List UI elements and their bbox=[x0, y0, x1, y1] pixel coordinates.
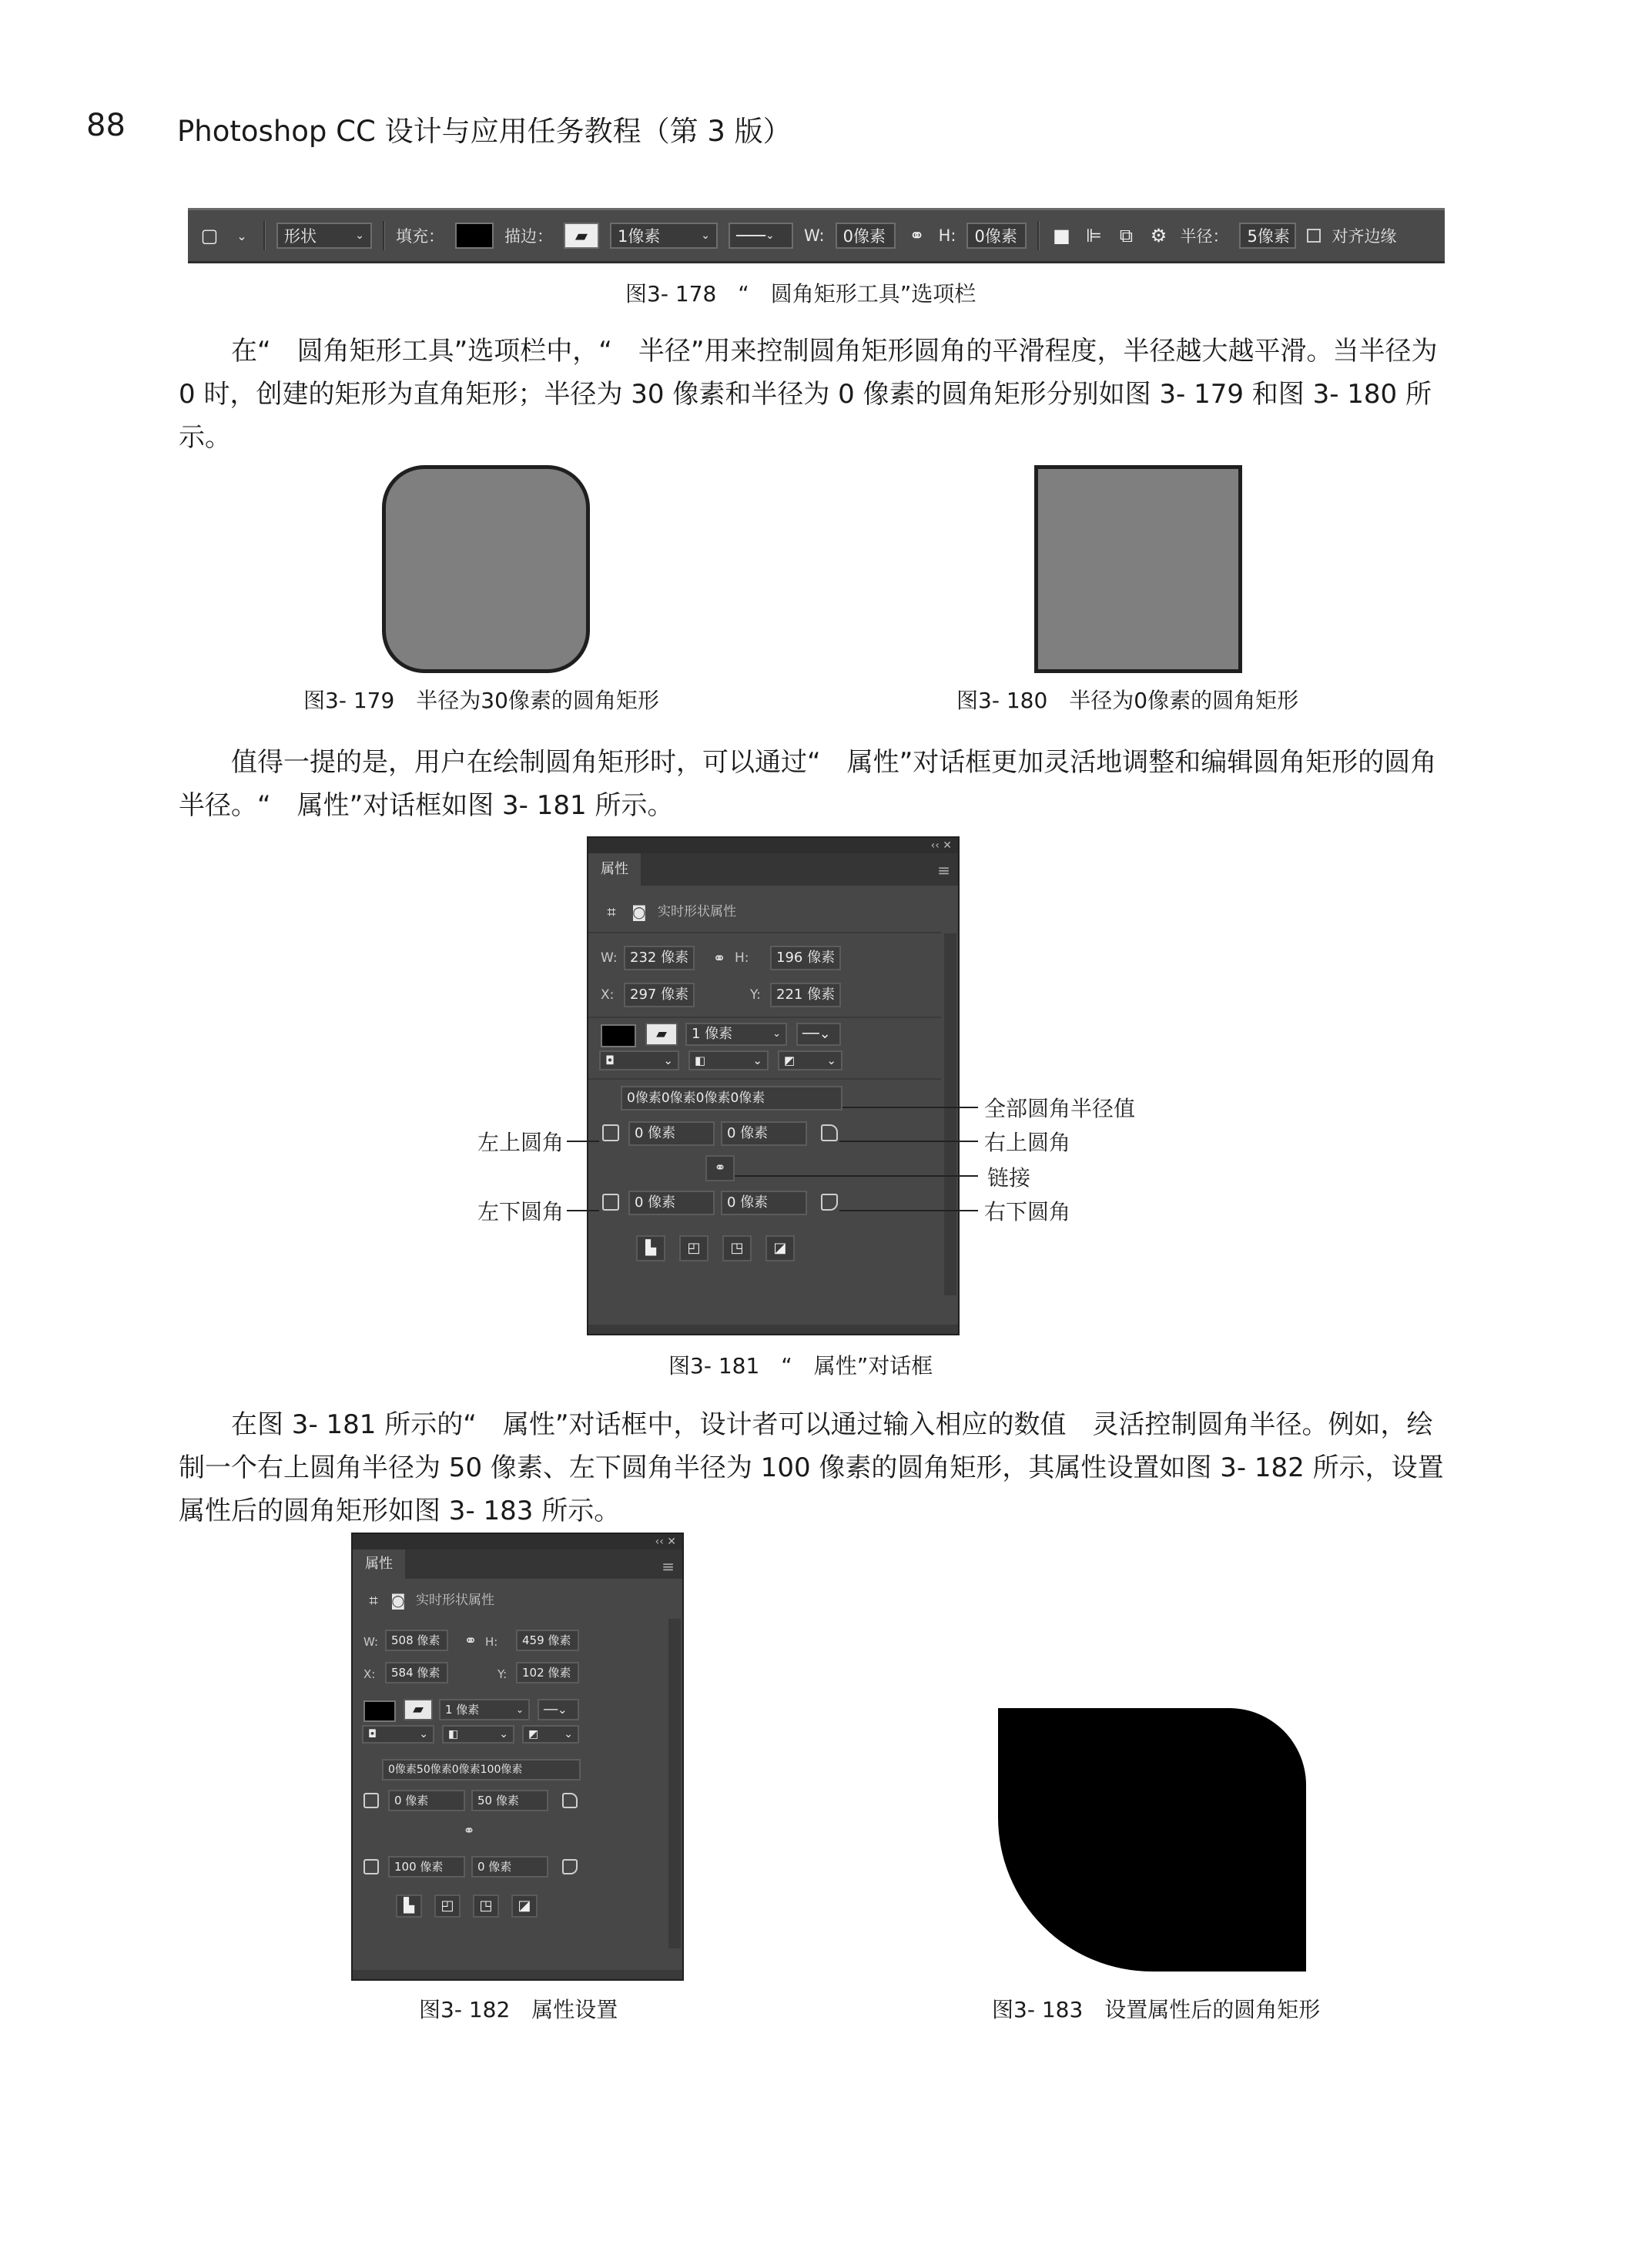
h-label: H: bbox=[938, 226, 956, 245]
align-edges-label: 对齐边缘 bbox=[1332, 227, 1397, 246]
bottom-left-corner-icon bbox=[363, 1859, 379, 1874]
radius-field[interactable]: 5像素 bbox=[1239, 223, 1296, 249]
all-corners-field[interactable]: 0像素0像素0像素0像素 bbox=[621, 1086, 842, 1111]
shape-mode-value: 形状 bbox=[284, 227, 317, 246]
bottom-right-corner-icon bbox=[821, 1194, 838, 1211]
mask-icon[interactable]: ◙ bbox=[631, 903, 647, 921]
properties-panel bbox=[587, 836, 960, 1335]
stroke-width-value: 1 像素 bbox=[692, 1026, 733, 1042]
link-corners-button[interactable]: ⚭ bbox=[705, 1155, 735, 1181]
paragraph-1-text: 在“ 圆角矩形工具”选项栏中，“ 半径”用来控制圆角矩形圆角的平滑程度，半径越大越平滑。当半径为 0 时，创建的矩形为直角矩形；半径为 30 像素和半径为 0 像素的圆角矩形分别如图 3- 179 和图 3- 180 所示。 bbox=[179, 336, 1438, 453]
x-field[interactable]: 297 像素 bbox=[624, 983, 695, 1007]
divider bbox=[383, 221, 385, 250]
rounded-rect-radius-0 bbox=[1034, 465, 1242, 673]
intersect-shapes-button[interactable]: ◳ bbox=[722, 1235, 752, 1261]
bottom-right-corner-icon bbox=[562, 1859, 578, 1874]
link-icon[interactable]: ⚭ bbox=[909, 225, 925, 246]
y-field[interactable]: 102 像素 bbox=[516, 1662, 579, 1683]
top-right-radius-field[interactable]: 50 像素 bbox=[471, 1790, 548, 1811]
panel-title-bar: ‹‹ ✕ bbox=[588, 838, 958, 853]
align-edges-checkbox[interactable] bbox=[1307, 229, 1321, 243]
chevron-down-icon[interactable]: ⌄ bbox=[236, 228, 247, 243]
stroke-width-value: 1像素 bbox=[618, 227, 661, 246]
stroke-width-value: 1 像素 bbox=[445, 1703, 480, 1717]
stroke-align-select[interactable]: ◘ ⌄ bbox=[362, 1725, 434, 1744]
y-field[interactable]: 221 像素 bbox=[770, 983, 841, 1007]
bottom-right-radius-field[interactable]: 0 像素 bbox=[471, 1856, 548, 1878]
width-field[interactable]: 508 像素 bbox=[385, 1630, 448, 1651]
callout-line-br bbox=[839, 1210, 978, 1211]
x-label: X: bbox=[601, 987, 615, 1003]
stroke-type-select[interactable]: ─── ⌄ bbox=[729, 223, 793, 249]
stroke-swatch[interactable]: ▰ bbox=[564, 223, 599, 249]
scrollbar[interactable] bbox=[944, 933, 956, 1295]
w-label: W: bbox=[601, 950, 618, 966]
callout-bottom-right: 右下圆角 bbox=[984, 1201, 1071, 1224]
bottom-right-radius-field[interactable]: 0 像素 bbox=[721, 1191, 807, 1215]
panel-menu-icon[interactable]: ≡ bbox=[662, 1557, 675, 1576]
w-label: W: bbox=[804, 226, 825, 245]
fill-swatch[interactable] bbox=[455, 223, 494, 249]
result-rounded-rect bbox=[998, 1708, 1306, 1972]
rounded-rect-tool-icon[interactable]: ▢ bbox=[200, 225, 219, 246]
running-title: Photoshop CC 设计与应用任务教程（第 3 版） bbox=[177, 115, 792, 148]
subtract-shape-button[interactable]: ◰ bbox=[434, 1894, 461, 1918]
callout-line-all bbox=[842, 1107, 978, 1108]
subtract-shape-button[interactable]: ◰ bbox=[679, 1235, 708, 1261]
w-label: W: bbox=[363, 1635, 379, 1649]
panel-menu-icon[interactable]: ≡ bbox=[937, 861, 950, 879]
callout-line-tl bbox=[567, 1141, 599, 1142]
caption-fig-179: 图3- 179 半径为30像素的圆角矩形 bbox=[303, 688, 659, 713]
caption-fig-181: 图3- 181 “ 属性”对话框 bbox=[668, 1353, 933, 1379]
fill-swatch[interactable] bbox=[363, 1700, 396, 1722]
stroke-width-field[interactable]: 1像素 ⌄ bbox=[610, 223, 718, 249]
divider bbox=[588, 932, 941, 933]
properties-panel-settings bbox=[351, 1533, 684, 1981]
stroke-label: 描边： bbox=[504, 227, 553, 246]
callout-line-bl bbox=[567, 1210, 599, 1211]
bottom-left-radius-field[interactable]: 100 像素 bbox=[388, 1856, 465, 1878]
top-left-corner-icon bbox=[363, 1793, 379, 1808]
path-operations-icon[interactable]: ■ bbox=[1053, 225, 1070, 246]
stroke-type-select[interactable]: ──⌄ bbox=[796, 1023, 841, 1046]
combine-shapes-button[interactable]: ▙ bbox=[396, 1894, 422, 1918]
fill-label: 填充： bbox=[396, 227, 444, 246]
top-right-corner-icon bbox=[821, 1124, 838, 1141]
callout-bottom-left: 左下圆角 bbox=[477, 1201, 564, 1224]
panel-title-bar: ‹‹ ✕ bbox=[353, 1534, 682, 1549]
divider bbox=[588, 1017, 941, 1018]
height-field[interactable]: 459 像素 bbox=[516, 1630, 579, 1651]
stroke-cap-select[interactable]: ◧ ⌄ bbox=[688, 1050, 769, 1070]
mask-icon[interactable]: ◙ bbox=[390, 1591, 406, 1610]
link-icon[interactable]: ⚭ bbox=[464, 1631, 477, 1650]
stroke-width-field[interactable]: 1 像素 ⌄ bbox=[439, 1699, 530, 1720]
width-field[interactable]: 232 像素 bbox=[624, 946, 695, 970]
path-arrangement-icon[interactable]: ⧉ bbox=[1119, 225, 1134, 246]
paragraph-1 bbox=[179, 330, 1449, 459]
stroke-swatch[interactable]: ▰ bbox=[404, 1699, 433, 1720]
top-left-radius-field[interactable]: 0 像素 bbox=[388, 1790, 465, 1811]
height-field[interactable]: 0像素 bbox=[966, 223, 1027, 249]
paragraph-2 bbox=[179, 741, 1449, 827]
callout-line-link bbox=[735, 1175, 978, 1177]
rounded-rect-radius-30 bbox=[382, 465, 590, 673]
height-field[interactable]: 196 像素 bbox=[770, 946, 841, 970]
divider bbox=[1037, 221, 1040, 250]
rounded-rect-options-bar bbox=[188, 208, 1445, 263]
link-corners-icon[interactable]: ⚭ bbox=[463, 1823, 475, 1839]
paragraph-3 bbox=[179, 1403, 1449, 1533]
page-number: 88 bbox=[86, 108, 126, 143]
caption-fig-182: 图3- 182 属性设置 bbox=[419, 1997, 618, 2022]
stroke-join-select[interactable]: ◩ ⌄ bbox=[522, 1725, 579, 1744]
scrollbar[interactable] bbox=[668, 1619, 681, 1948]
caption-fig-180: 图3- 180 半径为0像素的圆角矩形 bbox=[956, 688, 1299, 713]
x-field[interactable]: 584 像素 bbox=[385, 1662, 448, 1683]
stroke-width-field[interactable]: 1 像素 ⌄ bbox=[685, 1023, 787, 1046]
y-label: Y: bbox=[750, 987, 761, 1003]
transform-icon[interactable]: ⌗ bbox=[607, 903, 616, 921]
radius-label: 半径： bbox=[1180, 227, 1229, 246]
caption-fig-178: 图3- 178 “ 圆角矩形工具”选项栏 bbox=[625, 281, 976, 307]
divider bbox=[588, 1078, 941, 1080]
stroke-join-select[interactable]: ◩ ⌄ bbox=[778, 1050, 842, 1070]
panel-tab-row bbox=[353, 1549, 682, 1579]
width-field[interactable]: 0像素 bbox=[836, 223, 896, 249]
exclude-overlap-button[interactable]: ◪ bbox=[765, 1235, 795, 1261]
transform-icon[interactable]: ⌗ bbox=[369, 1591, 378, 1610]
callout-line-tr bbox=[839, 1141, 978, 1142]
divider bbox=[263, 221, 266, 250]
bottom-left-radius-field[interactable]: 0 像素 bbox=[628, 1191, 715, 1215]
live-shape-title: 实时形状属性 bbox=[658, 904, 736, 920]
paragraph-3-text: 在图 3- 181 所示的“ 属性”对话框中，设计者可以通过输入相应的数值 灵活控制圆角半径。例如，绘制一个右上圆角半径为 50 像素、左下圆角半径为 100 像素的圆角矩形，其属性设置如图 3- 182 所示，设置属性后的圆角矩形如图 3- 183 所示。 bbox=[179, 1409, 1444, 1526]
tab-properties[interactable]: 属性 bbox=[353, 1549, 405, 1579]
path-alignment-icon[interactable]: ⊫ bbox=[1086, 225, 1102, 246]
intersect-shapes-button[interactable]: ◳ bbox=[473, 1894, 499, 1918]
live-shape-title: 实时形状属性 bbox=[416, 1593, 494, 1608]
link-icon[interactable]: ⚭ bbox=[712, 949, 726, 967]
exclude-overlap-button[interactable]: ◪ bbox=[511, 1894, 538, 1918]
top-right-corner-icon bbox=[562, 1793, 578, 1808]
top-left-corner-icon bbox=[602, 1124, 619, 1141]
stroke-type-select[interactable]: ──⌄ bbox=[538, 1699, 579, 1720]
h-label: H: bbox=[735, 950, 749, 966]
top-left-radius-field[interactable]: 0 像素 bbox=[628, 1121, 715, 1146]
shape-mode-select[interactable]: 形状 ⌄ bbox=[276, 223, 372, 249]
y-label: Y: bbox=[497, 1667, 507, 1681]
panel-tab-row bbox=[588, 853, 958, 886]
gear-icon[interactable]: ⚙ bbox=[1150, 225, 1167, 246]
bottom-left-corner-icon bbox=[602, 1194, 619, 1211]
stroke-swatch[interactable]: ▰ bbox=[645, 1023, 678, 1046]
combine-shapes-button[interactable]: ▙ bbox=[636, 1235, 665, 1261]
caption-fig-183: 图3- 183 设置属性后的圆角矩形 bbox=[992, 1997, 1321, 2022]
x-label: X: bbox=[363, 1667, 376, 1681]
callout-top-left: 左上圆角 bbox=[477, 1131, 564, 1155]
tab-properties[interactable]: 属性 bbox=[588, 853, 641, 886]
top-right-radius-field[interactable]: 0 像素 bbox=[721, 1121, 807, 1146]
stroke-cap-select[interactable]: ◧ ⌄ bbox=[442, 1725, 514, 1744]
all-corners-field[interactable]: 0像素50像素0像素100像素 bbox=[382, 1759, 581, 1781]
h-label: H: bbox=[485, 1635, 498, 1649]
panel-footer bbox=[353, 1970, 682, 1979]
callout-link: 链接 bbox=[987, 1167, 1031, 1191]
callout-all-corners: 全部圆角半径值 bbox=[984, 1097, 1136, 1121]
fill-swatch[interactable] bbox=[601, 1024, 636, 1047]
callout-top-right: 右上圆角 bbox=[984, 1131, 1071, 1155]
paragraph-2-text: 值得一提的是，用户在绘制圆角矩形时，可以通过“ 属性”对话框更加灵活地调整和编辑圆角矩形的圆角半径。“ 属性”对话框如图 3- 181 所示。 bbox=[179, 747, 1437, 821]
panel-footer bbox=[588, 1325, 958, 1334]
stroke-align-select[interactable]: ◘ ⌄ bbox=[599, 1050, 679, 1070]
